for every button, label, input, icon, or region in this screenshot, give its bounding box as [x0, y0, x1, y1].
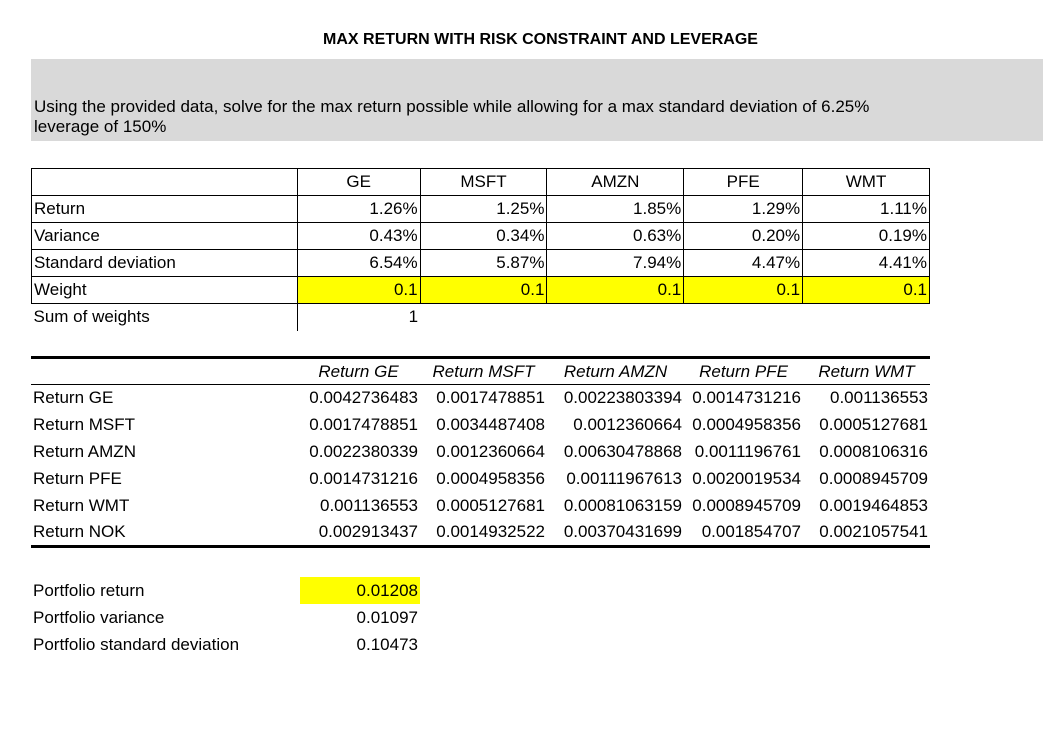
sum-weights-value[interactable]: 1 — [297, 304, 420, 331]
cov-cell[interactable]: 0.0017478851 — [309, 415, 418, 434]
cov-cell[interactable]: 0.0014731216 — [309, 469, 418, 488]
cov-cell[interactable]: 0.0014731216 — [692, 388, 801, 408]
asset-row-sum — [32, 304, 930, 331]
sum-weights-label[interactable]: Sum of weights — [32, 304, 298, 331]
cov-row — [31, 520, 930, 547]
cov-header-cell[interactable]: Return MSFT — [420, 358, 547, 385]
empty-cell — [803, 304, 930, 331]
cov-cell[interactable]: 0.0019464853 — [819, 496, 928, 515]
row-label[interactable]: Return — [32, 196, 298, 223]
cov-row-label[interactable]: Return AMZN — [33, 442, 136, 461]
cell[interactable]: 4.47% — [684, 250, 803, 277]
cell[interactable]: 0.43% — [297, 223, 420, 250]
cell[interactable]: 0.63% — [547, 223, 684, 250]
cov-cell[interactable]: 0.001854707 — [701, 522, 801, 542]
asset-header-row — [32, 169, 930, 196]
cov-cell[interactable]: 0.0004958356 — [436, 469, 545, 488]
row-label[interactable]: Standard deviation — [32, 250, 298, 277]
portfolio-return-row — [31, 577, 420, 604]
cov-cell[interactable]: 0.0034487408 — [436, 415, 545, 434]
asset-row-stdev — [32, 250, 930, 277]
empty-cell — [684, 304, 803, 331]
weight-cell-msft[interactable]: 0.1 — [420, 277, 547, 304]
row-label[interactable]: Weight — [32, 277, 298, 304]
cov-row — [31, 412, 930, 439]
asset-header-amzn[interactable]: AMZN — [547, 169, 684, 196]
instructions-line-2: leverage of 150% — [34, 117, 167, 136]
cov-row-label[interactable]: Return MSFT — [33, 415, 136, 434]
asset-header-wmt[interactable]: WMT — [803, 169, 930, 196]
cell[interactable]: 1.25% — [420, 196, 547, 223]
cell[interactable]: 5.87% — [420, 250, 547, 277]
cov-row-label[interactable]: Return PFE — [33, 469, 122, 488]
weight-cell-pfe[interactable]: 0.1 — [684, 277, 803, 304]
instructions-box — [31, 59, 1043, 141]
cov-cell[interactable]: 0.0008945709 — [692, 496, 801, 515]
asset-header-pfe[interactable]: PFE — [684, 169, 803, 196]
portfolio-summary — [31, 577, 420, 658]
cov-row — [31, 439, 930, 466]
cov-cell[interactable]: 0.0005127681 — [819, 415, 928, 434]
weight-cell-ge[interactable]: 0.1 — [297, 277, 420, 304]
cov-cell[interactable]: 0.0008945709 — [819, 469, 928, 488]
asset-row-return — [32, 196, 930, 223]
weight-cell-wmt[interactable]: 0.1 — [803, 277, 930, 304]
cov-cell[interactable]: 0.0004958356 — [692, 415, 801, 434]
cov-cell[interactable]: 0.0021057541 — [819, 522, 928, 542]
cov-cell[interactable]: 0.00370431699 — [563, 522, 682, 542]
sheet-title: MAX RETURN WITH RISK CONSTRAINT AND LEVERAGE — [323, 31, 758, 48]
cov-cell[interactable]: 0.0042736483 — [309, 388, 418, 408]
portfolio-return-value[interactable]: 0.01208 — [300, 577, 420, 604]
cell[interactable]: 1.11% — [803, 196, 930, 223]
cell[interactable]: 6.54% — [297, 250, 420, 277]
cov-cell[interactable]: 0.001136553 — [829, 388, 928, 408]
cov-cell[interactable]: 0.0011196761 — [694, 442, 801, 461]
cov-cell[interactable]: 0.00630478868 — [563, 442, 682, 461]
cov-cell[interactable]: 0.0012360664 — [436, 442, 545, 461]
cov-cell[interactable]: 0.00223803394 — [563, 388, 682, 408]
cov-row-label[interactable]: Return WMT — [33, 496, 130, 515]
cell[interactable]: 1.85% — [547, 196, 684, 223]
asset-header-corner — [32, 169, 298, 196]
cov-cell[interactable]: 0.002913437 — [318, 522, 418, 542]
cell[interactable]: 0.19% — [803, 223, 930, 250]
cov-cell[interactable]: 0.0012360664 — [573, 415, 682, 434]
cov-cell[interactable]: 0.0005127681 — [436, 496, 545, 515]
cov-row — [31, 466, 930, 493]
asset-row-weight — [32, 277, 930, 304]
portfolio-variance-row — [31, 604, 420, 631]
cov-cell[interactable]: 0.0014932522 — [436, 522, 545, 542]
cov-cell[interactable]: 0.0022380339 — [309, 442, 418, 461]
cov-cell[interactable]: 0.0008106316 — [819, 442, 928, 461]
portfolio-stdev-row — [31, 631, 420, 658]
empty-cell — [420, 304, 547, 331]
cov-cell[interactable]: 0.00111967613 — [566, 469, 682, 488]
empty-cell — [547, 304, 684, 331]
cov-cell[interactable]: 0.001136553 — [319, 496, 418, 515]
weight-cell-amzn[interactable]: 0.1 — [547, 277, 684, 304]
asset-header-msft[interactable]: MSFT — [420, 169, 547, 196]
portfolio-stdev-value[interactable]: 0.10473 — [356, 634, 418, 654]
cov-row — [31, 385, 930, 412]
cov-header-row — [31, 358, 930, 385]
cell[interactable]: 1.26% — [297, 196, 420, 223]
cov-header-cell[interactable]: Return AMZN — [547, 358, 684, 385]
cov-header-cell[interactable]: Return PFE — [684, 358, 803, 385]
cov-row — [31, 493, 930, 520]
cov-cell[interactable]: 0.00081063159 — [563, 496, 682, 515]
instructions-line-1: Using the provided data, solve for the max return possible while allowing for a max standard deviation of 6.25% — [34, 97, 870, 116]
portfolio-variance-label[interactable]: Portfolio variance — [33, 607, 165, 627]
asset-row-variance — [32, 223, 930, 250]
cov-cell[interactable]: 0.0020019534 — [692, 469, 801, 488]
cov-header-cell[interactable]: Return GE — [297, 358, 420, 385]
cell[interactable]: 4.41% — [803, 250, 930, 277]
cell[interactable]: 1.29% — [684, 196, 803, 223]
cell[interactable]: 0.34% — [420, 223, 547, 250]
cov-header-cell[interactable]: Return WMT — [803, 358, 930, 385]
covariance-table — [31, 356, 930, 548]
portfolio-return-label[interactable]: Portfolio return — [33, 580, 145, 600]
cov-header-corner — [31, 358, 297, 385]
portfolio-stdev-label[interactable]: Portfolio standard deviation — [33, 634, 240, 654]
asset-header-ge[interactable]: GE — [297, 169, 420, 196]
cell[interactable]: 0.20% — [684, 223, 803, 250]
cov-row-label[interactable]: Return GE — [33, 388, 114, 408]
cell[interactable]: 7.94% — [547, 250, 684, 277]
portfolio-variance-value[interactable]: 0.01097 — [356, 607, 418, 627]
asset-stats-table — [31, 168, 930, 331]
cov-row-label[interactable]: Return NOK — [33, 522, 126, 542]
cov-cell[interactable]: 0.0017478851 — [436, 388, 545, 408]
row-label[interactable]: Variance — [32, 223, 298, 250]
